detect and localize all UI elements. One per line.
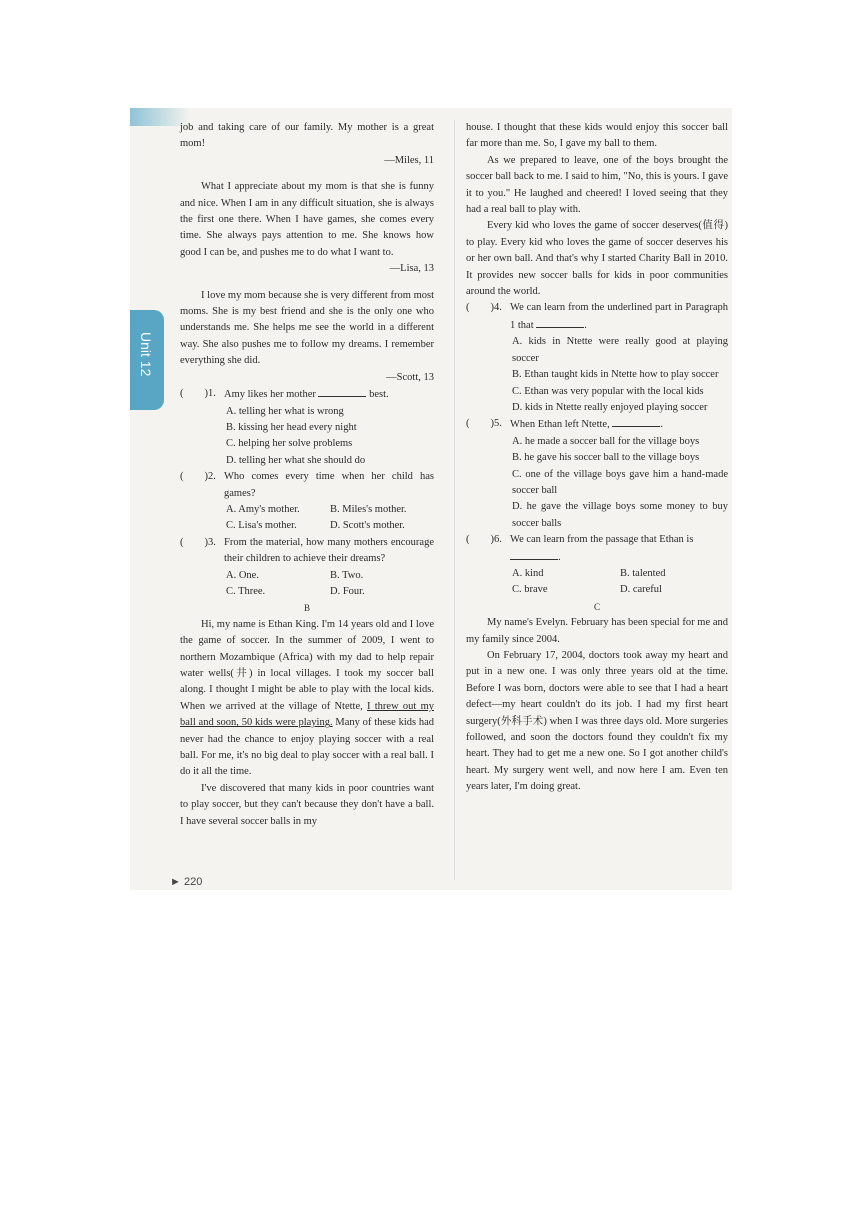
q6-options bbox=[466, 566, 728, 599]
q6-option-a: A. kind bbox=[512, 567, 544, 579]
q4-option-d: D. kids in Ntette really enjoyed playing soccer bbox=[512, 401, 708, 413]
q4-option-b: B. Ethan taught kids in Ntette how to play soccer bbox=[512, 369, 719, 381]
q3-option-c: C. Three. bbox=[226, 585, 266, 597]
q2-option-a: A. Amy's mother. bbox=[226, 503, 300, 515]
q5-option-a: A. he made a soccer ball for the village boys bbox=[512, 435, 700, 447]
q3-option-a: A. One. bbox=[226, 569, 259, 581]
q6-option-b: B. talented bbox=[620, 567, 666, 579]
question-2: ( )2. Who comes every time when her child has games? bbox=[180, 471, 434, 499]
signature-lisa: —Lisa, 13 bbox=[389, 263, 434, 275]
question-5: ( )5. When Ethan left Ntette, . bbox=[466, 418, 663, 431]
q2-option-d: D. Scott's mother. bbox=[330, 520, 405, 532]
q3-options bbox=[180, 568, 434, 601]
q6-option-c: C. brave bbox=[512, 584, 548, 596]
q1-option-a: A. telling her what is wrong bbox=[226, 405, 344, 417]
unit-tab bbox=[130, 310, 164, 410]
q1-option-c: C. helping her solve problems bbox=[226, 438, 353, 450]
left-column bbox=[180, 120, 434, 830]
paragraph-miles: job and taking care of our family. My mother is a great mom! bbox=[180, 122, 434, 150]
q3-option-b: B. Two. bbox=[330, 569, 364, 581]
question-4: ( )4. We can learn from the underlined part in Paragraph 1 that . bbox=[466, 302, 728, 331]
page-number: 220 bbox=[183, 876, 203, 888]
q6-option-d: D. careful bbox=[620, 584, 662, 596]
question-3: ( )3. From the material, how many mothers encourage their children to achieve their dreams? bbox=[180, 536, 434, 565]
q4-option-a: A. kids in Ntette were really good at playing soccer bbox=[512, 336, 728, 364]
q3-option-d: D. Four. bbox=[330, 585, 365, 597]
q1-option-b: B. kissing her head every night bbox=[226, 421, 357, 433]
q5-option-d: D. he gave the village boys some money to buy soccer balls bbox=[512, 501, 728, 529]
q2-options bbox=[180, 502, 434, 535]
paragraph-lisa: What I appreciate about my mom is that she is funny and nice. When I am in any difficult situation, she is always the first one there. When I have games, she comes every time. She always pays attention to me. She knows how good I can be, and pushes me to do what I want to. bbox=[180, 181, 434, 258]
paragraph-ethan-2: I've discovered that many kids in poor countries want to play soccer, but they can't because they don't have a ball. I have several soccer balls in my bbox=[180, 782, 434, 827]
right-column bbox=[466, 120, 728, 796]
paragraph-ethan-5: Every kid who loves the game of soccer deserves(值得) to play. Every kid who loves the game of soccer deserves his or her own ball. And that's why I started Charity Ball in 2010. It provides new soccer balls for kids in poor communities around the world. bbox=[466, 220, 728, 298]
page-footer: ► 220 bbox=[170, 876, 203, 888]
signature-miles: —Miles, 11 bbox=[384, 154, 434, 166]
paragraph-evelyn-2: On February 17, 2004, doctors took away my heart and put in a new one. I was only three years old at the time. Before I was born, doctors were able to see that I had a heart defect—my heart couldn't do its job. I had my first heart surgery(外科手术) when I was three days old. More surgeries followed, and soon the doctors found they couldn't fix my heart. They had to get me a new one. So I got another child's heart. My surgery went well, and now here I am. Even ten years later, I'm doing great. bbox=[466, 650, 728, 793]
q2-option-b: B. Miles's mother. bbox=[330, 503, 407, 515]
unit-tab-label: Unit 12 bbox=[138, 332, 154, 377]
section-b-heading: B bbox=[303, 603, 310, 614]
q5-option-b: B. he gave his soccer ball to the village boys bbox=[512, 452, 700, 464]
question-6: ( )6. We can learn from the passage that Ethan is . bbox=[466, 534, 694, 563]
paragraph-ethan-3: house. I thought that these kids would enjoy this soccer ball far more than me. So, I gave my ball to them. bbox=[466, 122, 728, 150]
question-1: ( )1. Amy likes her mother best. bbox=[180, 388, 389, 401]
signature-scott: —Scott, 13 bbox=[386, 371, 434, 383]
paragraph-ethan-4: As we prepared to leave, one of the boys brought the soccer ball back to me. I said to him, "No, this is yours. I gave it to you." He laughed and cheered! I loved seeing that they had a real ball to play with. bbox=[466, 154, 728, 216]
q1-option-d: D. telling her what she should do bbox=[226, 454, 366, 466]
section-c-heading: C bbox=[593, 601, 600, 612]
paragraph-evelyn-1: My name's Evelyn. February has been special for me and my family since 2004. bbox=[466, 617, 728, 645]
column-divider bbox=[454, 120, 455, 880]
q2-option-c: C. Lisa's mother. bbox=[226, 520, 297, 532]
paragraph-ethan-1: Hi, my name is Ethan King. I'm 14 years old and I love the game of soccer. In the summer of 2009, I went to northern Mozambique (Africa) with my dad to help repair water wells(井) in local villages. I took my soccer ball along. I thought I might be able to play with the local kids. When we arrived at the village of Ntette, I threw out my ball and soon, 50 kids were playing. Many of these kids had never had the chance to enjoy playing soccer with a real ball. For me, it's no big deal to play soccer with a real ball. I do it all the time. bbox=[180, 618, 435, 778]
underlined-part: I threw out my ball and soon, 50 kids were playing. bbox=[180, 700, 434, 729]
q5-option-c: C. one of the village boys gave him a hand-made soccer ball bbox=[512, 468, 728, 496]
q4-option-c: C. Ethan was very popular with the local kids bbox=[512, 385, 704, 397]
paragraph-scott: I love my mom because she is very different from most moms. She is my best friend and she is the only one who understands me. She helps me see the world in a different way. She also pushes me to follow my dreams. I remember everything she did. bbox=[180, 289, 434, 367]
